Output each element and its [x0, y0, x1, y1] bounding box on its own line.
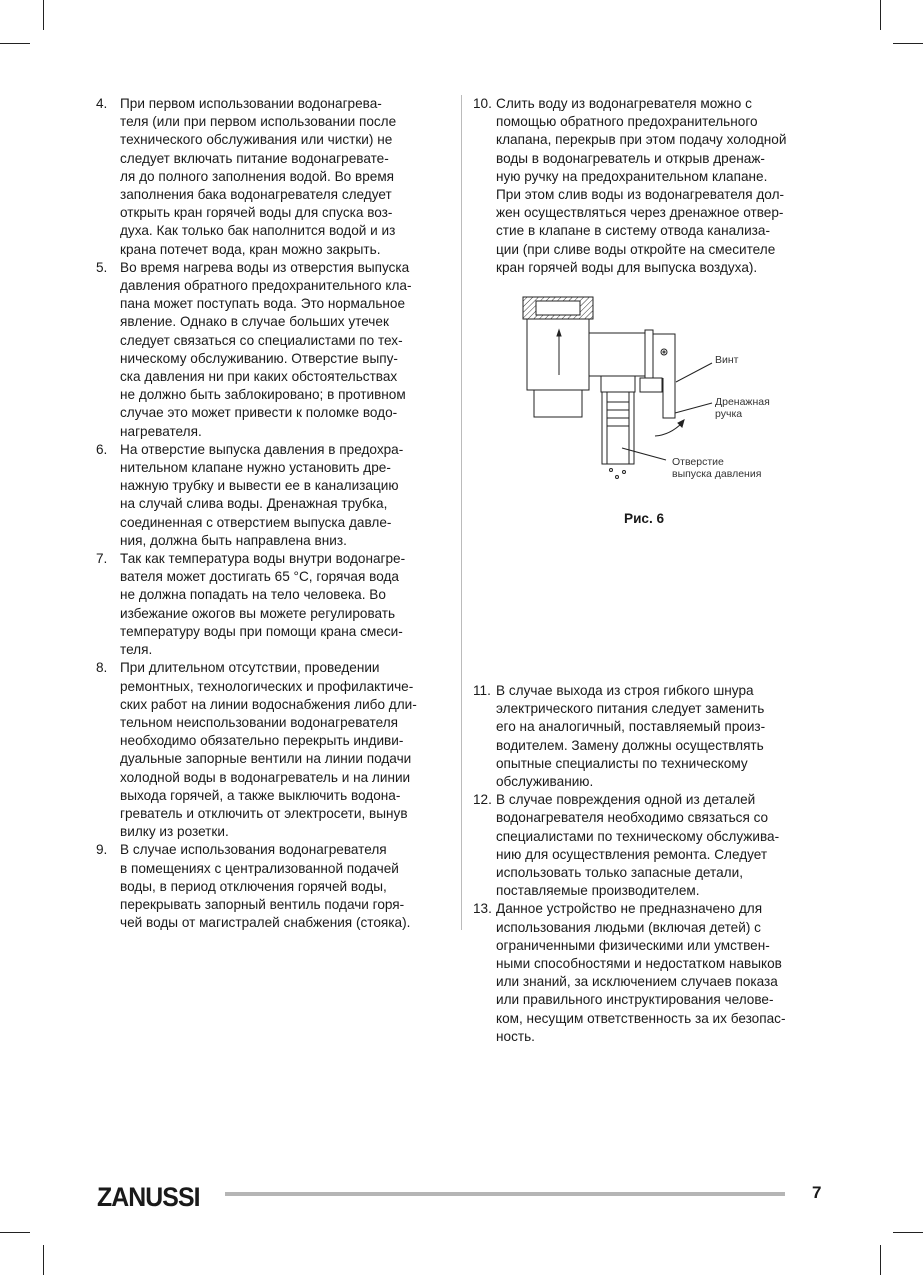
- item-text: Так как температура воды внутри водонагре- вателя может достигать 65 °C, горячая вода не должна попадать на тело человека. Во избежание ожогов вы можете регулировать температуру воды при помощи крана смеси- теля.: [120, 551, 406, 658]
- item-number: 5.: [96, 259, 108, 275]
- left-column: [96, 95, 456, 932]
- item-number: 12.: [473, 792, 492, 808]
- label-drain-handle: Дренажная ручка: [715, 396, 770, 420]
- list-item: [96, 659, 456, 841]
- item-text: При длительном отсутствии, проведении ремонтных, технологических и профилактиче- ских работ на линии водоснабжения либо дли- тельном неиспользовании водонагревателя необходимо обязательно перекрыть индиви- дуальные запорные вентили на линии подачи холодной воды в водонагреватель и на линии выхода горячей, а также выключить водона- греватель и отключить от электросети, вынув вилку из розетки.: [120, 660, 417, 840]
- item-text: В случае выхода из строя гибкого шнура электрического питания следует заменить его на аналогичный, поставляемый произ- водителем. Замену должны осуществлять опытные специалисты по техническому обслуживанию.: [496, 683, 766, 790]
- item-number: 13.: [473, 901, 492, 917]
- item-text: Данное устройство не предназначено для использования людьми (включая детей) с ограниченными физическими или умствен- ными способностями и недостатком навыков или знаний, за исключением случаев показа или правильного инструктирования челове- ком, несущим ответственность за их безопас- ность.: [496, 901, 786, 1044]
- item-number: 4.: [96, 96, 108, 111]
- crop-mark: [880, 0, 881, 30]
- list-item: [473, 682, 833, 791]
- column-divider: [461, 95, 462, 930]
- list-item: [473, 95, 833, 277]
- crop-mark: [43, 0, 44, 30]
- item-text: В случае повреждения одной из деталей водонагревателя необходимо связаться со специалистами по техническому обслужива- нию для осуществления ремонта. Следует использовать только запасные детали, поставляемые производителем.: [496, 792, 780, 899]
- crop-mark: [880, 1245, 881, 1275]
- figure-caption: Рис. 6: [624, 511, 665, 526]
- crop-mark: [893, 43, 923, 44]
- item-text: Слить воду из водонагревателя можно с помощью обратного предохранительного клапана, перекрыв при этом подачу холодной воды в водонагреватель и открыв дренаж- ную ручку на предохранительном клапане. При этом слив воды из водонагревателя дол- жен осуществляться через дренажное отвер- стие в клапане в систему отвода канализа- ции (при сливе воды откройте на смесителе кран горячей воды для выпуска воздуха).: [496, 96, 787, 275]
- item-number: 10.: [473, 96, 492, 111]
- list-item: [96, 550, 456, 659]
- item-number: 11.: [473, 683, 491, 699]
- item-number: 8.: [96, 660, 108, 676]
- crop-mark: [893, 1232, 923, 1233]
- item-text: В случае использования водонагревателя в помещениях с централизованной подачей воды, в период отключения горячей воды, перекрывать запорный вентиль подачи горя- чей воды от магистралей снабжения (стояка).: [120, 842, 411, 931]
- item-text: На отверстие выпуска давления в предохра- нительном клапане нужно установить дре- нажную трубку и вывести ее в канализацию на случай слива воды. Дренажная трубка, соединенная с отверстием выпуска давле- ния, должна быть направлена вниз.: [120, 441, 404, 548]
- item-text: При первом использовании водонагрева- теля (или при первом использовании после технического обслуживания или чистки) не следует включать питание водонагревате- ля до полного заполнения водой. Во время заполнения бака водонагревателя следует открыть кран горячей воды для спуска воз- духа. Как только бак наполнится водой и из крана потечет вода, кран можно закрыть.: [120, 96, 397, 257]
- label-screw: Винт: [715, 354, 739, 366]
- zanussi-logo: ZANUSSI: [97, 1182, 200, 1212]
- list-item: [473, 791, 833, 900]
- crop-mark: [0, 1232, 30, 1233]
- list-item: [96, 841, 456, 932]
- item-number: 9.: [96, 842, 108, 858]
- list-item: [96, 95, 456, 259]
- list-item: [96, 259, 456, 441]
- list-item: [96, 441, 456, 550]
- footer-rule: [225, 1192, 785, 1196]
- item-number: 6.: [96, 441, 108, 457]
- item-number: 7.: [96, 551, 108, 567]
- list-item: [473, 900, 833, 1046]
- label-pressure-outlet: Отверстие выпуска давления: [672, 456, 762, 480]
- crop-mark: [43, 1245, 44, 1275]
- item-text: Во время нагрева воды из отверстия выпуска давления обратного предохранительного кла- пана может поступать вода. Это нормальное явление. Однако в случае больших утечек следует связаться со специалистами по тех- ническому обслуживанию. Отверстие выпу- ска давления ни при каких обстоятельствах не должно быть заблокировано; в противном случае это может привести к поломке водо- нагревателя.: [120, 259, 412, 439]
- crop-mark: [0, 43, 30, 44]
- right-column: [473, 95, 833, 1046]
- valve-diagram: [500, 290, 790, 490]
- page-number: 7: [812, 1183, 822, 1202]
